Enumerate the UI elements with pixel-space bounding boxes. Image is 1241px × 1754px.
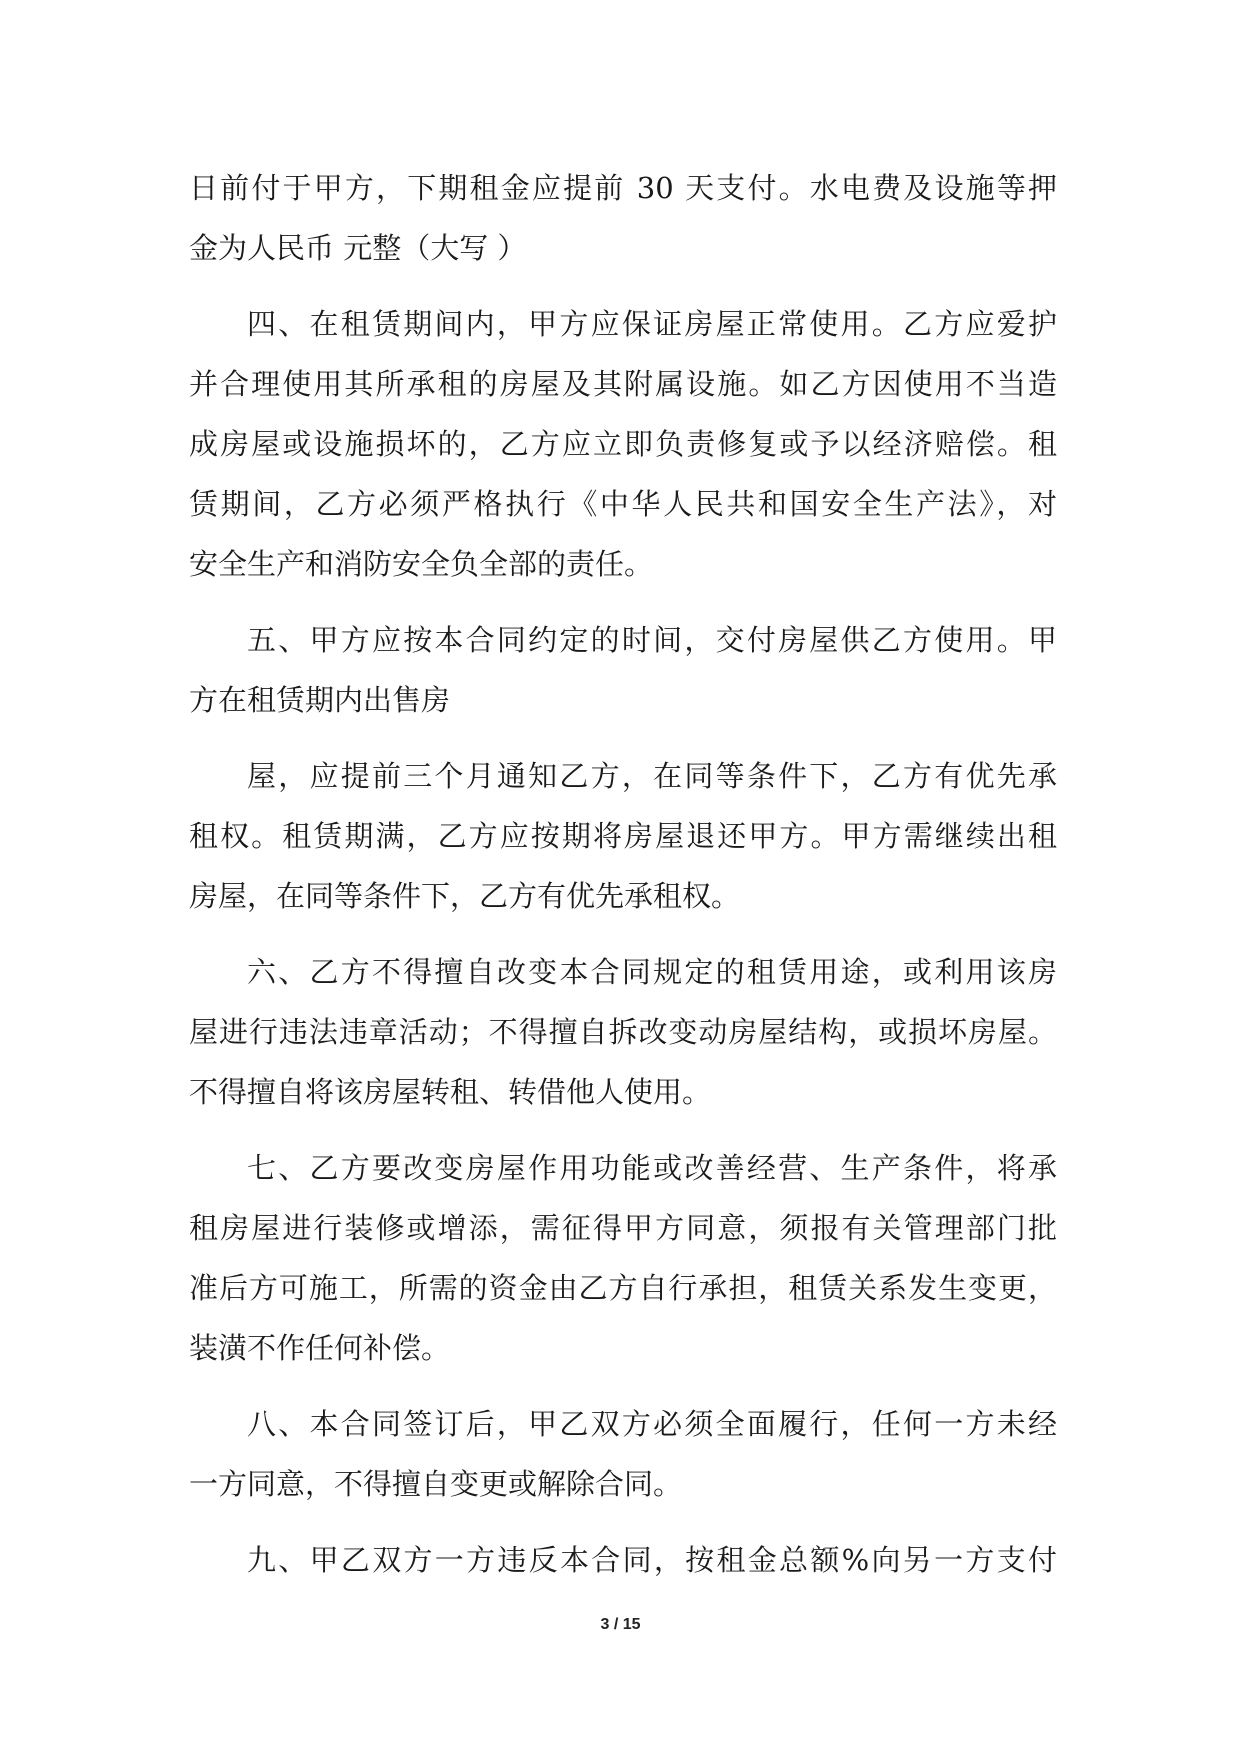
text-line: 装潢不作任何补偿。 xyxy=(189,1331,451,1365)
text-line: 一方同意，不得擅自变更或解除合同。 xyxy=(189,1467,683,1501)
text-line: 租房屋进行装修或增添，需征得甲方同意，须报有关管理部门批 xyxy=(189,1211,1057,1245)
text-line: 不得擅自将该房屋转租、转借他人使用。 xyxy=(189,1075,712,1109)
text-line: 金为人民币 元整（大写 ） xyxy=(189,231,527,265)
clause-4-line: 四、在租赁期间内，甲方应保证房屋正常使用。乙方应爱护 xyxy=(247,307,1057,341)
page-number: 3 / 15 xyxy=(600,1616,641,1633)
text-line: 房屋，在同等条件下，乙方有优先承租权。 xyxy=(189,879,741,913)
text-line: 赁期间，乙方必须严格执行《中华人民共和国安全生产法》，对 xyxy=(189,487,1057,521)
text-line: 屋，应提前三个月通知乙方，在同等条件下，乙方有优先承 xyxy=(247,759,1057,793)
clause-6-line: 六、乙方不得擅自改变本合同规定的租赁用途，或利用该房 xyxy=(247,955,1057,989)
text-line: 日前付于甲方，下期租金应提前 30 天支付。水电费及设施等押 xyxy=(189,171,1057,205)
text-line: 并合理使用其所承租的房屋及其附属设施。如乙方因使用不当造 xyxy=(189,367,1057,401)
text-line: 屋进行违法违章活动；不得擅自拆改变动房屋结构，或损坏房屋。 xyxy=(189,1015,1057,1049)
clause-7-line: 七、乙方要改变房屋作用功能或改善经营、生产条件，将承 xyxy=(247,1151,1057,1185)
clause-8-line: 八、本合同签订后，甲乙双方必须全面履行，任何一方未经 xyxy=(247,1407,1057,1441)
text-line: 安全生产和消防安全负全部的责任。 xyxy=(189,547,654,581)
text-line: 成房屋或设施损坏的，乙方应立即负责修复或予以经济赔偿。租 xyxy=(189,427,1057,461)
text-line: 租权。租赁期满，乙方应按期将房屋退还甲方。甲方需继续出租 xyxy=(189,819,1057,853)
document-body xyxy=(189,158,1057,1590)
clause-5-line: 五、甲方应按本合同约定的时间，交付房屋供乙方使用。甲 xyxy=(247,623,1057,657)
text-line: 准后方可施工，所需的资金由乙方自行承担，租赁关系发生变更， xyxy=(189,1271,1057,1305)
text-line: 方在租赁期内出售房 xyxy=(189,683,451,717)
clause-9-line: 九、甲乙双方一方违反本合同，按租金总额%向另一方支付 xyxy=(247,1543,1057,1577)
